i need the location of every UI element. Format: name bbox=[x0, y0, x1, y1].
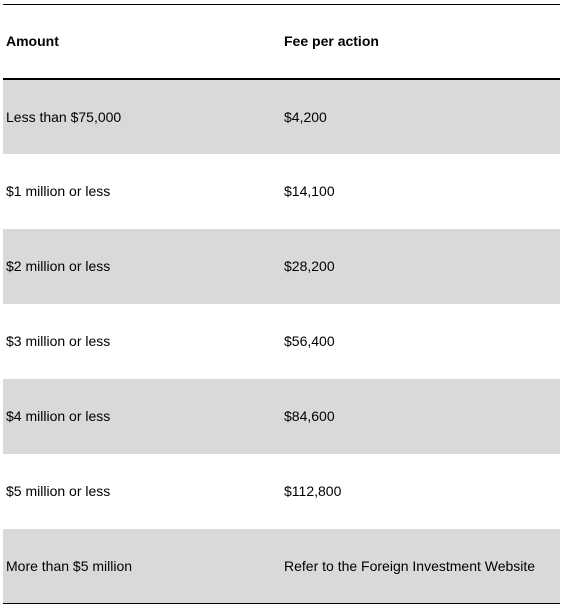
fee-cell: $14,100 bbox=[284, 183, 335, 199]
amount-cell: $3 million or less bbox=[6, 333, 111, 349]
fee-cell: $4,200 bbox=[284, 108, 327, 125]
amount-cell: More than $5 million bbox=[6, 557, 133, 574]
table-row bbox=[3, 529, 560, 604]
table-row bbox=[3, 304, 560, 379]
fee-cell: $84,600 bbox=[284, 408, 335, 424]
fee-cell: Refer to the Foreign Investment Website bbox=[284, 557, 536, 574]
header-row bbox=[3, 5, 560, 79]
amount-cell: $4 million or less bbox=[6, 408, 111, 424]
table-row bbox=[3, 79, 560, 154]
table-row bbox=[3, 229, 560, 304]
amount-column-header: Amount bbox=[6, 33, 59, 50]
table-header bbox=[3, 5, 560, 79]
table-row bbox=[3, 154, 560, 229]
fee-cell: $28,200 bbox=[284, 258, 335, 274]
fee-cell: $56,400 bbox=[284, 333, 335, 349]
amount-cell: $5 million or less bbox=[6, 483, 111, 499]
amount-cell: $1 million or less bbox=[6, 183, 111, 199]
fee-table bbox=[3, 4, 560, 604]
table-body bbox=[3, 79, 560, 604]
fee-column-header: Fee per action bbox=[284, 33, 379, 50]
fee-cell: $112,800 bbox=[284, 483, 342, 499]
table-row bbox=[3, 379, 560, 454]
amount-cell: $2 million or less bbox=[6, 258, 111, 274]
amount-cell: Less than $75,000 bbox=[6, 108, 122, 125]
table-row bbox=[3, 454, 560, 529]
